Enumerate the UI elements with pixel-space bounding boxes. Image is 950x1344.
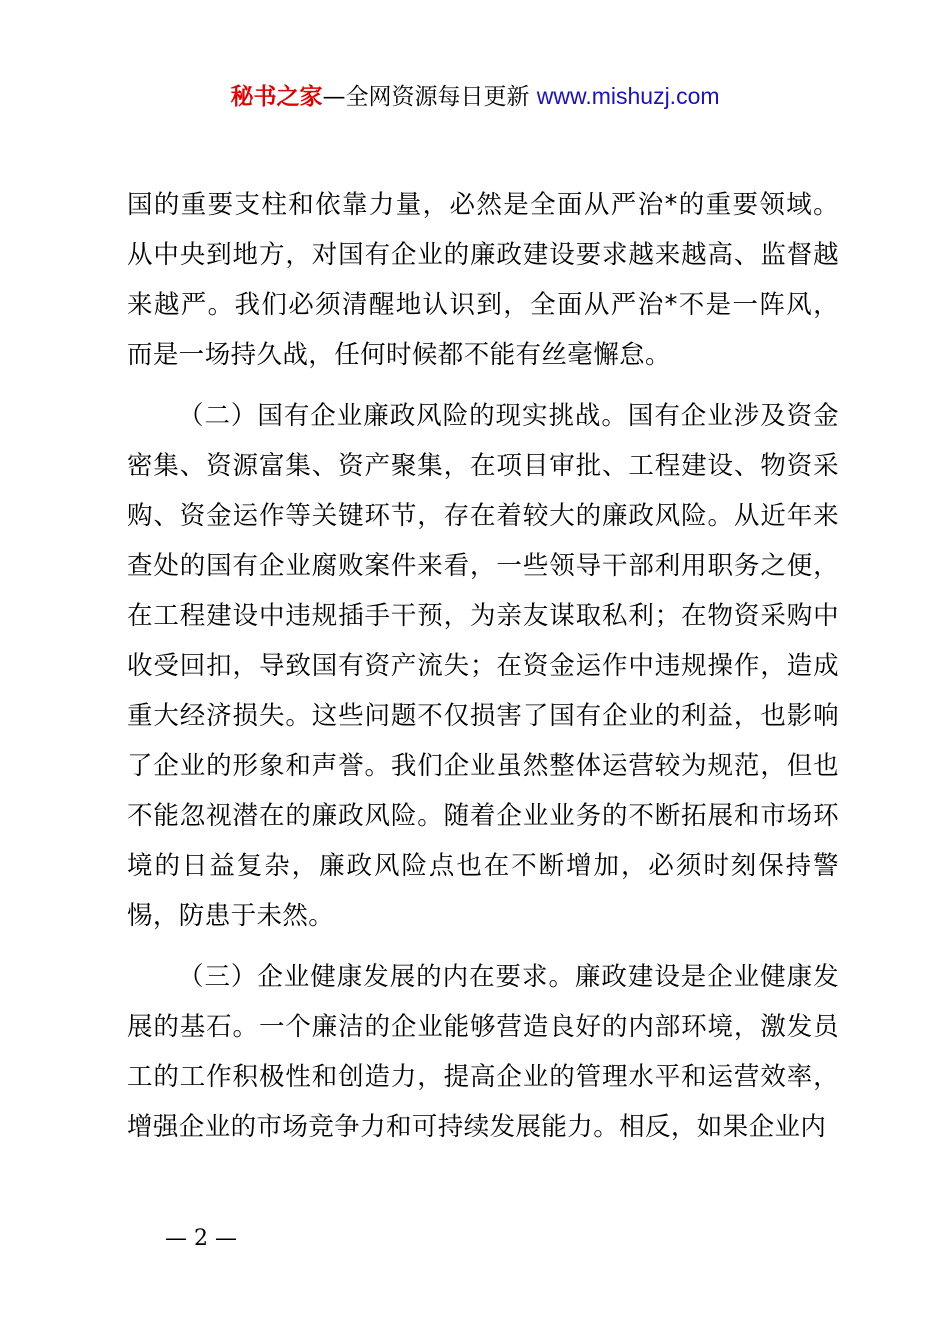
header-brand: 秘书之家 [230, 84, 323, 110]
paragraph-2: （二）国有企业廉政风险的现实挑战。国有企业涉及资金密集、资源富集、资产聚集，在项目审批、工程建设、物资采购、资金运作等关键环节，存在着较大的廉政风险。从近年来查处的国有企业腐败案件来看，一些领导干部利用职务之便，在工程建设中违规插手干预，为亲友谋取私利；在物资采购中收受回扣，导致国有资产流失；在资金运作中违规操作，造成重大经济损失。这些问题不仅损害了国有企业的利益，也影响了企业的形象和声誉。我们企业虽然整体运营较为规范，但也不能忽视潜在的廉政风险。随着企业业务的不断拓展和市场环境的日益复杂，廉政风险点也在不断增加，必须时刻保持警惕，防患于未然。 [127, 401, 839, 931]
document-body [127, 180, 839, 1152]
paragraph-1: 国的重要支柱和依靠力量，必然是全面从严治*的重要领域。从中央到地方，对国有企业的廉政建设要求越来越高、监督越来越严。我们必须清醒地认识到，全面从严治*不是一阵风，而是一场持久战，任何时候都不能有丝毫懈怠。 [127, 190, 839, 370]
header-tagline: —全网资源每日更新 [322, 84, 537, 110]
paragraph-3: （三）企业健康发展的内在要求。廉政建设是企业健康发展的基石。一个廉洁的企业能够营造良好的内部环境，激发员工的工作积极性和创造力，提高企业的管理水平和运营效率，增强企业的市场竞争力和可持续发展能力。相反，如果企业内 [127, 962, 839, 1142]
header-url-link[interactable]: www.mishuzj.com [536, 83, 720, 109]
page-number: — 2 — [165, 1226, 237, 1251]
page-header [0, 80, 950, 113]
